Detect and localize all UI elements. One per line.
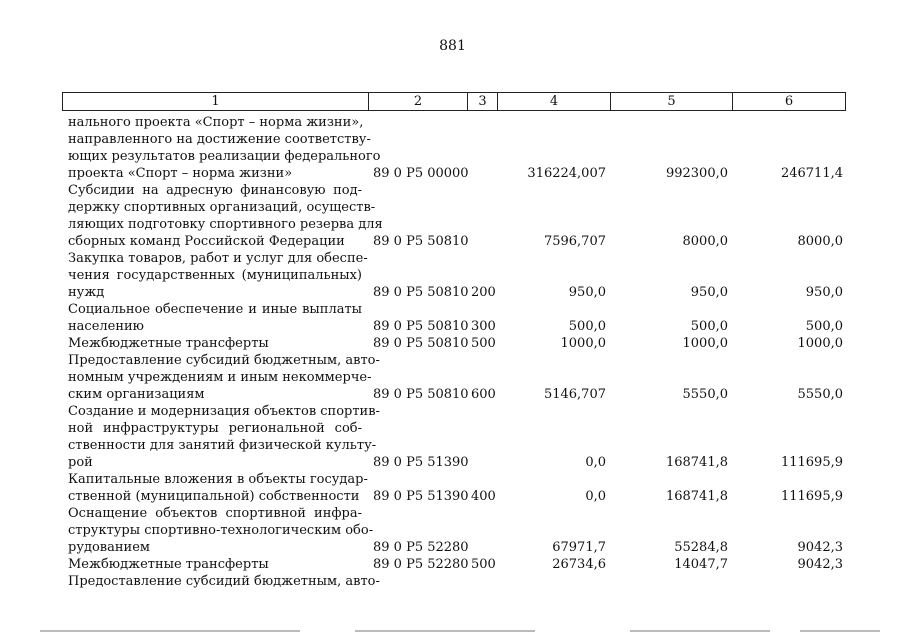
description-line: ной инфраструктуры региональной соб- (68, 421, 362, 436)
row-value-col5: 1000,0 (682, 336, 728, 351)
row-value-col6: 500,0 (805, 319, 843, 334)
row-code: 89 0 P5 52280 (373, 557, 469, 572)
row-code: 89 0 P5 51390 (373, 455, 469, 470)
scan-artifact (40, 630, 300, 632)
header-col-1: 1 (63, 93, 369, 110)
row-value-col4: 0,0 (585, 455, 606, 470)
row-value-col4: 7596,707 (543, 234, 606, 249)
description-line: Закупка товаров, работ и услуг для обеспе- (68, 251, 368, 266)
row-expense-type: 600 (471, 387, 496, 402)
row-expense-type: 500 (471, 557, 496, 572)
row-value-col5: 5550,0 (682, 387, 728, 402)
description-line: ляющих подготовку спортивного резерва для (68, 217, 383, 232)
table-row (0, 335, 905, 352)
description-line: ским организациям (68, 387, 205, 402)
row-description (68, 301, 362, 335)
table-row (0, 505, 905, 556)
row-expense-type: 300 (471, 319, 496, 334)
table-header (62, 92, 846, 111)
row-value-col5: 992300,0 (665, 166, 728, 181)
table-row (0, 250, 905, 301)
description-line: населению (68, 319, 144, 334)
description-line: Социальное обеспечение и иные выплаты (68, 302, 362, 317)
row-expense-type: 500 (471, 336, 496, 351)
description-line: рой (68, 455, 93, 470)
row-value-col5: 8000,0 (682, 234, 728, 249)
table-row (0, 301, 905, 335)
row-value-col5: 168741,8 (665, 455, 728, 470)
page-number: 881 (439, 38, 466, 54)
table-row (0, 114, 905, 182)
row-value-col6: 5550,0 (797, 387, 843, 402)
row-value-col6: 9042,3 (797, 540, 843, 555)
description-line: ственности для занятий физической культу- (68, 438, 377, 453)
description-line: Создание и модернизация объектов спортив- (68, 404, 380, 419)
scan-artifact (355, 630, 535, 632)
description-line: ственной (муниципальной) собственности (68, 489, 360, 504)
row-expense-type: 400 (471, 489, 496, 504)
description-line: рудованием (68, 540, 151, 555)
description-line: Оснащение объектов спортивной инфра- (68, 506, 362, 521)
row-value-col6: 8000,0 (797, 234, 843, 249)
description-line: ющих результатов реализации федерального (68, 149, 381, 164)
row-code: 89 0 P5 51390 (373, 489, 469, 504)
description-line: структуры спортивно-технологическим обо- (68, 523, 374, 538)
description-line: Предоставление субсидий бюджетным, авто- (68, 574, 380, 589)
row-code: 89 0 P5 50810 (373, 319, 469, 334)
row-description (68, 250, 368, 301)
row-expense-type: 200 (471, 285, 496, 300)
row-description (68, 573, 380, 590)
row-value-col4: 26734,6 (552, 557, 606, 572)
row-code: 89 0 P5 00000 (373, 166, 469, 181)
table-row (0, 556, 905, 573)
scan-artifact (630, 630, 770, 632)
header-col-2: 2 (369, 93, 468, 110)
row-value-col4: 1000,0 (560, 336, 606, 351)
description-line: Капитальные вложения в объекты государ- (68, 472, 368, 487)
description-line: сборных команд Российской Федерации (68, 234, 345, 249)
row-description (68, 556, 362, 573)
scan-artifact (800, 630, 880, 632)
description-line: Межбюджетные трансферты (68, 336, 269, 351)
table-row (0, 352, 905, 403)
row-value-col6: 111695,9 (780, 489, 843, 504)
header-col-4: 4 (498, 93, 611, 110)
row-description (68, 352, 380, 403)
description-line: Субсидии на адресную финансовую под- (68, 183, 362, 198)
description-line: нального проекта «Спорт – норма жизни», (68, 115, 364, 130)
row-code: 89 0 P5 50810 (373, 234, 469, 249)
row-value-col6: 246711,4 (780, 166, 843, 181)
row-value-col5: 14047,7 (674, 557, 728, 572)
row-value-col6: 950,0 (805, 285, 843, 300)
row-code: 89 0 P5 50810 (373, 387, 469, 402)
table-row (0, 471, 905, 505)
row-description (68, 471, 368, 505)
row-description (68, 403, 380, 471)
row-value-col4: 5146,707 (543, 387, 606, 402)
table-row (0, 573, 905, 590)
row-value-col6: 9042,3 (797, 557, 843, 572)
description-line: держку спортивных организаций, осуществ- (68, 200, 376, 215)
description-line: направленного на достижение соответству- (68, 132, 371, 147)
row-code: 89 0 P5 52280 (373, 540, 469, 555)
row-description (68, 335, 362, 352)
row-description (68, 505, 374, 556)
table-row (0, 403, 905, 471)
row-value-col6: 111695,9 (780, 455, 843, 470)
row-value-col4: 950,0 (568, 285, 606, 300)
row-description (68, 182, 383, 250)
row-value-col6: 1000,0 (797, 336, 843, 351)
table-row (0, 182, 905, 250)
row-value-col5: 55284,8 (674, 540, 728, 555)
row-value-col4: 0,0 (585, 489, 606, 504)
header-col-6: 6 (784, 94, 794, 109)
description-line: Межбюджетные трансферты (68, 557, 269, 572)
row-code: 89 0 P5 50810 (373, 285, 469, 300)
row-description (68, 114, 381, 182)
row-value-col5: 500,0 (690, 319, 728, 334)
row-value-col4: 67971,7 (552, 540, 606, 555)
description-line: чения государственных (муниципальных) (68, 268, 362, 283)
description-line: проекта «Спорт – норма жизни» (68, 166, 293, 181)
description-line: номным учреждениям и иным некоммерче- (68, 370, 372, 385)
description-line: нужд (68, 285, 105, 300)
header-col-5: 5 (611, 93, 733, 110)
row-code: 89 0 P5 50810 (373, 336, 469, 351)
row-value-col4: 500,0 (568, 319, 606, 334)
row-value-col4: 316224,007 (527, 166, 606, 181)
header-col-3: 3 (468, 93, 498, 110)
description-line: Предоставление субсидий бюджетным, авто- (68, 353, 380, 368)
row-value-col5: 168741,8 (665, 489, 728, 504)
row-value-col5: 950,0 (690, 285, 728, 300)
